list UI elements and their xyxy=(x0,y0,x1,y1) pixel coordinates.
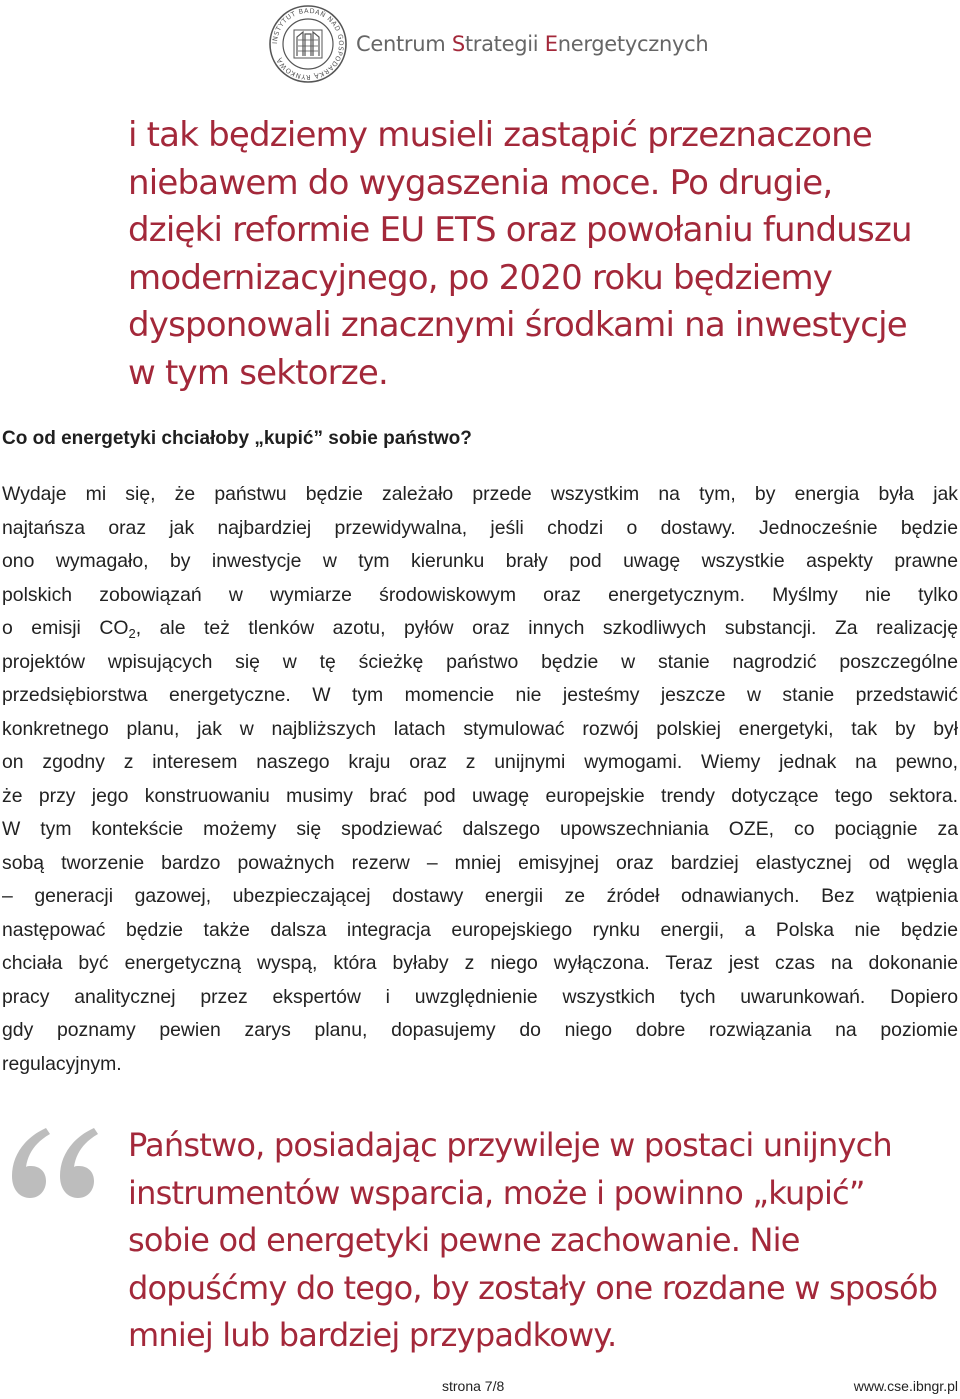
website-url[interactable]: www.cse.ibngr.pl xyxy=(853,1378,958,1394)
body-paragraph xyxy=(2,478,958,1081)
body-line: chciała być energetyczną wyspą, która byłaby z niego wyłączona. Teraz jest czas na dokonanie xyxy=(2,952,958,974)
quote-line: dopuśćmy do tego, by zostały one rozdane w sposób xyxy=(128,1268,938,1307)
body-line: W tym kontekście możemy się spodziewać dalszego upowszechniania OZE, co pociągnie za xyxy=(2,818,958,840)
lead-line: modernizacyjnego, po 2020 roku będziemy xyxy=(128,257,833,298)
lead-line: i tak będziemy musieli zastąpić przeznaczone xyxy=(128,115,872,155)
quote-line: Państwo, posiadając przywileje w postaci unijnych xyxy=(128,1126,892,1164)
body-line: konkretnego planu, jak w najbliższych latach stymulować rozwój polskiej energetyki, tak by był xyxy=(2,717,958,740)
body-line: Wydaje mi się, że państwu będzie zależało przede wszystkim na tym, by energia była jak xyxy=(2,483,958,505)
lead-line: niebawem do wygaszenia moce. Po drugie, xyxy=(128,162,833,203)
co2-text-after: , ale też tlenków azotu, pyłów oraz innych szkodliwych substancji. Za realizację xyxy=(135,617,959,639)
body-line-co2 xyxy=(2,612,958,646)
body-line: najtańsza oraz jak najbardziej przewidywalna, jeśli chodzi o dostawy. Jednocześnie będzie xyxy=(2,516,958,539)
body-line: przedsiębiorstwa energetyczne. W tym momencie nie jesteśmy jeszcze w stanie przedstawić xyxy=(2,684,958,706)
svg-text:INSTYTUT BADAŃ NAD GOSPODARKĄ: INSTYTUT BADAŃ NAD GOSPODARKĄ RYNKOWĄ xyxy=(270,6,346,82)
section-heading: Co od energetyki chciałoby „kupić” sobie państwo? xyxy=(2,428,472,449)
body-line: ono wymagało, by inwestycje w tym kierunku brały pod uwagę wszystkie aspekty prawne xyxy=(2,550,958,572)
page-header xyxy=(268,4,958,84)
body-line: – generacji gazowej, ubezpieczającej dostawy energii ze źródeł odnawianych. Bez wątpienia xyxy=(2,885,958,907)
body-line: gdy poznamy pewien zarys planu, dopasujemy do niego dobre rozwiązania na poziomie xyxy=(2,1019,958,1041)
body-line: pracy analitycznej przez ekspertów i uwzględnienie wszystkich tych uwarunkowań. Dopiero xyxy=(2,985,958,1008)
body-line: sobą tworzenie bardzo poważnych rezerw – mniej emisyjnej oraz bardziej elastycznej od węgla xyxy=(2,851,958,874)
co2-text-before: o emisji CO xyxy=(2,617,129,639)
body-line: regulacyjnym. xyxy=(2,1052,122,1075)
lead-line: dysponowali znacznymi środkami na inwestycje xyxy=(128,305,907,345)
quote-line: sobie od energetyki pewne zachowanie. Nie xyxy=(128,1221,800,1259)
lead-line: dzięki reformie EU ETS oraz powołaniu funduszu xyxy=(128,210,912,250)
body-line: następować będzie także dalsza integracja europejskiego rynku energii, a Polska nie będzie xyxy=(2,918,958,941)
lead-line: w tym sektorze. xyxy=(128,352,389,393)
pull-quote xyxy=(128,1122,958,1360)
co2-subscript: 2 xyxy=(128,626,136,641)
lead-paragraph xyxy=(128,112,928,397)
quote-mark-icon xyxy=(2,1108,112,1218)
quote-line: mniej lub bardziej przypadkowy. xyxy=(128,1316,617,1354)
page-number: strona 7/8 xyxy=(442,1378,505,1394)
body-line: polskich zobowiązań w wymiarze środowiskowym oraz energetycznym. Myślmy nie tylko xyxy=(2,583,958,606)
body-line: projektów wpisujących się w tę ścieżkę państwo będzie w stanie nagrodzić poszczególne xyxy=(2,650,958,673)
quote-line: instrumentów wsparcia, może i powinno „kupić” xyxy=(128,1173,865,1212)
body-line: że przy jego konstruowaniu musimy brać pod uwagę europejskie trendy dotyczące tego sektora. xyxy=(2,784,958,807)
body-line: on zgodny z interesem naszego kraju oraz z unijnymi wymogami. Wiemy jednak na pewno, xyxy=(2,751,958,773)
institute-seal-logo xyxy=(268,4,348,84)
brand-name: Centrum Strategii Energetycznych xyxy=(356,32,709,56)
